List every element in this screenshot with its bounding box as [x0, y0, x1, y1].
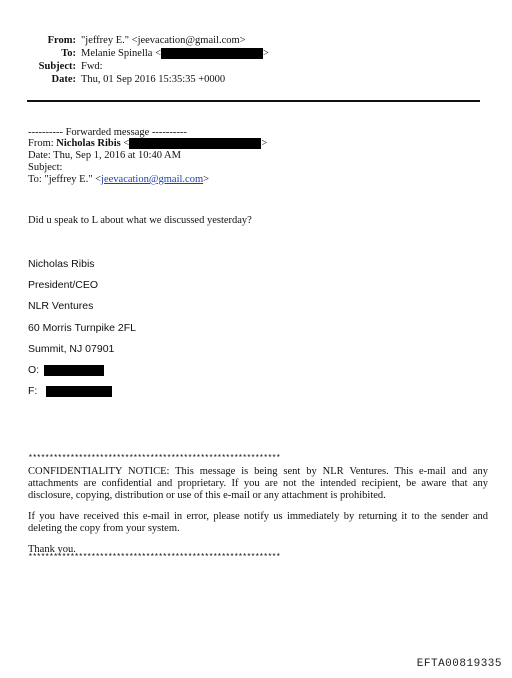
forward-from-name: Nicholas Ribis	[56, 138, 121, 149]
forward-to-line	[28, 174, 209, 186]
notice-paragraph-1: CONFIDENTIALITY NOTICE: This message is being sent by NLR Ventures. This e-mail and any attachments are confidential and proprietary. If you are not the intended recipient, be aware that any disclosure, copying, distribution or use of this e-mail or any attachment is prohibited.	[28, 466, 488, 501]
forward-from-prefix: From:	[28, 138, 57, 149]
forward-date-line: Date: Thu, Sep 1, 2016 at 10:40 AM	[28, 150, 181, 161]
header-date-label: Date:	[51, 74, 76, 85]
header-subject-label: Subject:	[38, 61, 76, 72]
header-from-value: "jeffrey E." <jeevacation@gmail.com>	[81, 35, 246, 46]
header-divider	[27, 100, 480, 102]
signature-address-line2: Summit, NJ 07901	[28, 343, 115, 355]
document-id: EFTA00819335	[416, 658, 502, 670]
redaction-bar	[46, 386, 112, 397]
header-to-label: To:	[61, 48, 76, 59]
header-to-row	[0, 48, 512, 60]
signature-address-line1: 60 Morris Turnpike 2FL	[28, 322, 136, 334]
forward-to-suffix: >	[203, 174, 210, 185]
header-from-row	[0, 35, 512, 47]
signature-block	[28, 258, 328, 408]
signature-title: President/CEO	[28, 279, 99, 291]
forward-from-lt: <	[120, 138, 130, 149]
signature-office-line	[28, 364, 104, 376]
notice-stars-top: ************************************************************	[28, 454, 281, 463]
header-subject-value: Fwd:	[81, 61, 103, 72]
forward-subject-line: Subject:	[28, 162, 63, 173]
redaction-bar	[44, 365, 104, 376]
header-date-value: Thu, 01 Sep 2016 15:35:35 +0000	[81, 74, 226, 85]
message-text: Did u speak to L about what we discussed yesterday?	[28, 215, 252, 226]
notice-thanks: Thank you.	[28, 544, 76, 555]
forward-from-line	[28, 138, 267, 150]
header-date-row	[0, 74, 512, 86]
signature-name: Nicholas Ribis	[28, 258, 95, 270]
signature-company: NLR Ventures	[28, 300, 94, 312]
notice-paragraph-2: If you have received this e-mail in error, please notify us immediately by returning it to the sender and deleting the copy from your system.	[28, 511, 488, 534]
notice-stars-bottom: ************************************************************	[28, 553, 281, 562]
redaction-bar	[129, 138, 261, 149]
redaction-bar	[161, 48, 263, 59]
header-to-name: Melanie Spinella <	[81, 48, 161, 59]
header-to-value	[81, 48, 269, 60]
signature-fax-label: F:	[28, 385, 38, 397]
header-subject-row	[0, 61, 512, 73]
forward-to-email-link[interactable]: jeevacation@gmail.com	[101, 174, 204, 185]
signature-office-label: O:	[28, 364, 40, 376]
signature-fax-line	[28, 385, 112, 397]
forward-banner: ---------- Forwarded message ----------	[28, 127, 187, 138]
email-header	[0, 0, 512, 100]
header-from-label: From:	[47, 35, 76, 46]
forward-to-prefix: To: "jeffrey E." <	[28, 174, 102, 185]
header-to-close: >	[263, 48, 269, 59]
forward-from-gt: >	[261, 138, 268, 149]
